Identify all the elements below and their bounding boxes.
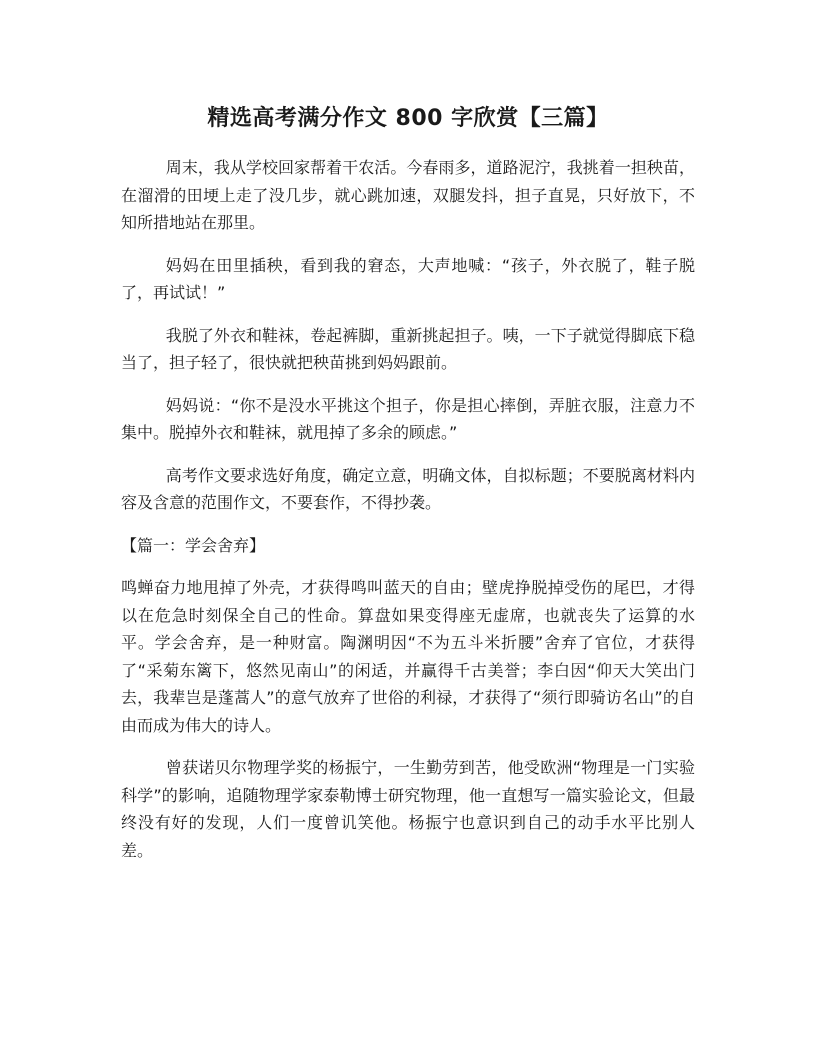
paragraph: 曾获诺贝尔物理学奖的杨振宁，一生勤劳到苦，他受欧洲“物理是一门实验科学”的影响，追随物理学家泰勒博士研究物理，他一直想写一篇实验论文，但最终没有好的发现，人们一度曾讥笑他。杨振宁也意识到自己的动手水平比别人差。 xyxy=(121,758,695,860)
document-title: 精选高考满分作文 800 字欣赏【三篇】 xyxy=(207,106,609,131)
paragraph: 我脱了外衣和鞋袜，卷起裤脚，重新挑起担子。咦，一下子就觉得脚底下稳当了，担子轻了，很快就把秧苗挑到妈妈跟前。 xyxy=(121,325,695,372)
document-body xyxy=(121,154,695,879)
paragraph: 妈妈在田里插秧，看到我的窘态，大声地喊：“孩子，外衣脱了，鞋子脱了，再试试！” xyxy=(121,255,695,302)
paragraph: 高考作文要求选好角度，确定立意，明确文体，自拟标题；不要脱离材料内容及含意的范围作文，不要套作，不得抄袭。 xyxy=(121,465,695,512)
paragraph: 鸣蝉奋力地甩掉了外壳，才获得鸣叫蓝天的自由；壁虎挣脱掉受伤的尾巴，才得以在危急时刻保全自己的性命。算盘如果变得座无虚席，也就丧失了运算的水平。学会舍弃，是一种财富。陶渊明因“不为五斗米折腰”舍弃了官位，才获得了“采菊东篱下，悠然见南山”的闲适，并赢得千古美誉；李白因“仰天大笑出门去，我辈岂是蓬蒿人”的意气放弃了世俗的利禄，才获得了“须行即骑访名山”的自由而成为伟大的诗人。 xyxy=(121,578,695,735)
section-heading: 【篇一：学会舍弃】 xyxy=(121,535,266,555)
paragraph: 周末，我从学校回家帮着干农活。今春雨多，道路泥泞，我挑着一担秧苗，在溜滑的田埂上走了没几步，就心跳加速，双腿发抖，担子直晃，只好放下，不知所措地站在那里。 xyxy=(121,158,695,232)
paragraph: 妈妈说：“你不是没水平挑这个担子，你是担心摔倒，弄脏衣服，注意力不集中。脱掉外衣和鞋袜，就甩掉了多余的顾虑。” xyxy=(121,395,695,442)
